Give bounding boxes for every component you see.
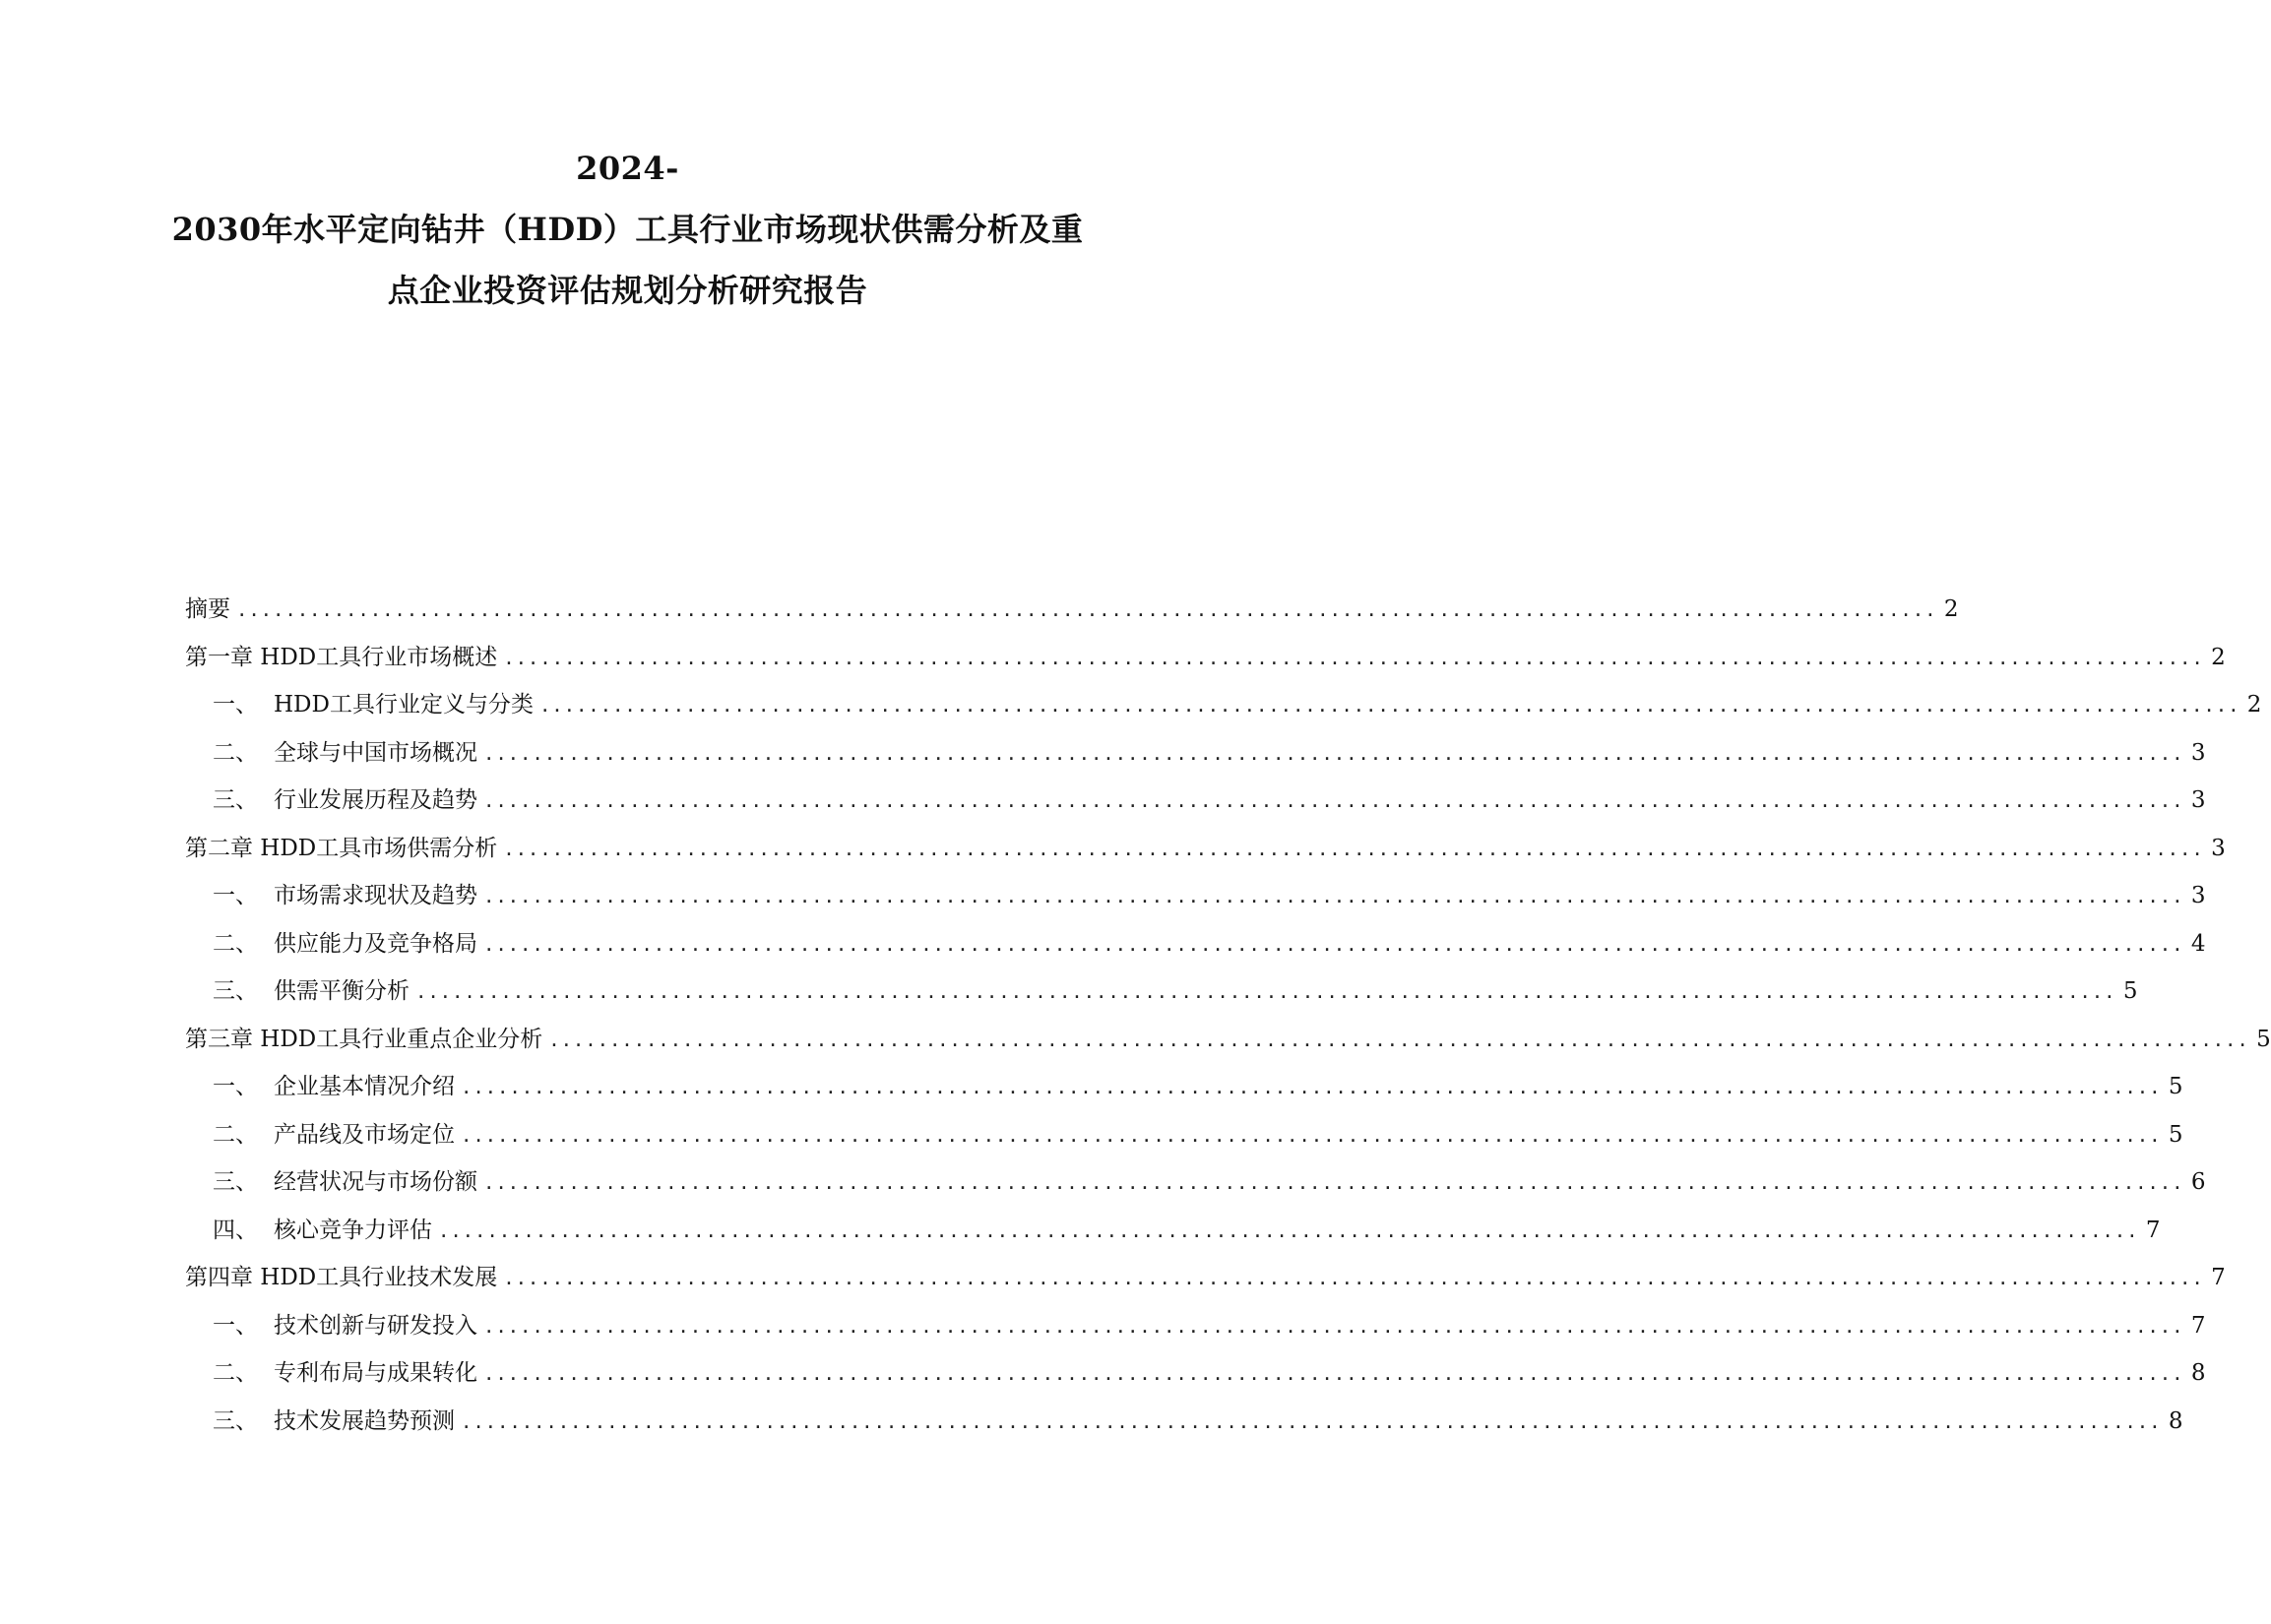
- toc-entry-number: 四、: [213, 1217, 258, 1243]
- toc-entry-label: 技术创新与研发投入: [274, 1312, 477, 1339]
- toc-entry-label: 专利布局与成果转化: [274, 1360, 477, 1386]
- toc-dot-leader: ............................................................................................................................................: [538, 695, 2240, 717]
- toc-page-number: 7: [2190, 1312, 2206, 1339]
- toc-entry-label: 产品线及市场定位: [274, 1121, 455, 1148]
- toc-page-number: 8: [2190, 1360, 2206, 1386]
- toc-entry-number: 一、: [213, 1312, 258, 1339]
- toc-entry-label: 第二章 HDD工具市场供需分析: [185, 835, 498, 861]
- toc-entry-number: 三、: [213, 1407, 258, 1434]
- toc-page-number: 5: [2168, 1074, 2183, 1099]
- toc-page-number: 5: [2122, 978, 2138, 1004]
- toc-page-number: 8: [2168, 1407, 2183, 1434]
- toc-section-entry[interactable]: [185, 1354, 2206, 1403]
- toc-entry-label: 技术发展趋势预测: [274, 1407, 455, 1434]
- toc-chapter-entry[interactable]: [185, 830, 2226, 878]
- toc-dot-leader: ............................................................................................................................................: [503, 1268, 2204, 1289]
- toc-entry-number: 一、: [213, 883, 258, 908]
- toc-page-number: 2: [1943, 596, 1959, 622]
- toc-entry-number: 一、: [213, 692, 258, 718]
- toc-chapter-entry[interactable]: [185, 1021, 2271, 1069]
- toc-section-entry[interactable]: [185, 1163, 2206, 1212]
- toc-dot-leader: ............................................................................................................................................: [438, 1219, 2139, 1242]
- toc-entry-number: 二、: [213, 739, 258, 766]
- toc-entry-label: 行业发展历程及趋势: [274, 787, 477, 813]
- toc-entry-label: HDD工具行业定义与分类: [274, 692, 534, 718]
- toc-dot-leader: ............................................................................................................................................: [461, 1410, 2162, 1433]
- title-line-3: 点企业投资评估规划分析研究报告: [387, 272, 868, 309]
- toc-page-number: 3: [2190, 787, 2206, 813]
- toc-entry-label: 第一章 HDD工具行业市场概述: [185, 644, 498, 670]
- toc-page-number: 4: [2190, 930, 2206, 957]
- toc-section-entry[interactable]: [185, 1403, 2183, 1451]
- toc-section-entry[interactable]: [185, 972, 2138, 1021]
- toc-page-number: 3: [2190, 883, 2206, 908]
- toc-chapter-entry[interactable]: [185, 591, 1959, 639]
- toc-page-number: 3: [2190, 739, 2206, 766]
- toc-section-entry[interactable]: [185, 1116, 2183, 1164]
- toc-entry-number: 二、: [213, 1121, 258, 1148]
- toc-entry-label: 核心竞争力评估: [274, 1217, 432, 1243]
- toc-entry-number: 三、: [213, 787, 258, 813]
- toc-section-entry[interactable]: [185, 1212, 2161, 1260]
- toc-section-entry[interactable]: [185, 877, 2206, 925]
- toc-dot-leader: ............................................................................................................................................: [483, 1363, 2184, 1385]
- toc-dot-leader: ............................................................................................................................................: [483, 933, 2184, 956]
- toc-entry-label: 企业基本情况介绍: [274, 1074, 455, 1099]
- toc-dot-leader: ............................................................................................................................................: [548, 1029, 2249, 1051]
- toc-entry-label: 摘要: [185, 596, 230, 622]
- toc-entry-number: 二、: [213, 1360, 258, 1386]
- toc-page-number: 5: [2168, 1121, 2183, 1148]
- toc-dot-leader: ............................................................................................................................................: [483, 790, 2184, 812]
- toc-entry-number: 二、: [213, 930, 258, 957]
- toc-section-entry[interactable]: [185, 925, 2206, 973]
- toc-page-number: 3: [2211, 835, 2226, 861]
- table-of-contents: [185, 591, 2271, 1450]
- toc-dot-leader: ............................................................................................................................................: [503, 838, 2204, 860]
- toc-dot-leader: ............................................................................................................................................: [415, 981, 2116, 1003]
- toc-entry-label: 经营状况与市场份额: [274, 1169, 477, 1195]
- toc-entry-number: 一、: [213, 1074, 258, 1099]
- toc-dot-leader: ............................................................................................................................................: [461, 1124, 2162, 1147]
- toc-dot-leader: ............................................................................................................................................: [483, 1315, 2184, 1338]
- toc-dot-leader: ............................................................................................................................................: [483, 886, 2184, 907]
- toc-section-entry[interactable]: [185, 686, 2262, 734]
- report-title: [0, 138, 1255, 321]
- toc-entry-label: 第四章 HDD工具行业技术发展: [185, 1265, 498, 1290]
- toc-page-number: 6: [2190, 1169, 2206, 1195]
- toc-section-entry[interactable]: [185, 734, 2206, 782]
- toc-entry-label: 供应能力及竞争格局: [274, 930, 477, 957]
- toc-dot-leader: ............................................................................................................................................: [503, 647, 2204, 669]
- toc-page-number: 2: [2211, 644, 2226, 670]
- toc-entry-number: 三、: [213, 1169, 258, 1195]
- toc-section-entry[interactable]: [185, 1068, 2183, 1116]
- toc-dot-leader: ............................................................................................................................................: [483, 742, 2184, 765]
- toc-entry-label: 第三章 HDD工具行业重点企业分析: [185, 1026, 543, 1052]
- toc-page-number: 7: [2145, 1217, 2161, 1243]
- toc-section-entry[interactable]: [185, 781, 2206, 830]
- toc-entry-number: 三、: [213, 978, 258, 1004]
- toc-dot-leader: ............................................................................................................................................: [483, 1172, 2184, 1194]
- toc-page-number: 7: [2211, 1265, 2226, 1290]
- title-line-1: 2024-: [576, 150, 679, 187]
- toc-chapter-entry[interactable]: [185, 1259, 2226, 1307]
- toc-page-number: 5: [2256, 1026, 2271, 1052]
- toc-page-number: 2: [2246, 692, 2262, 718]
- toc-entry-label: 全球与中国市场概况: [274, 739, 477, 766]
- title-line-2: 2030年水平定向钻井（HDD）工具行业市场现状供需分析及重: [171, 211, 1084, 248]
- toc-chapter-entry[interactable]: [185, 639, 2226, 687]
- toc-entry-label: 市场需求现状及趋势: [274, 883, 477, 908]
- toc-entry-label: 供需平衡分析: [274, 978, 410, 1004]
- toc-dot-leader: ............................................................................................................................................: [236, 599, 1937, 621]
- toc-section-entry[interactable]: [185, 1307, 2206, 1355]
- toc-dot-leader: ............................................................................................................................................: [461, 1077, 2162, 1098]
